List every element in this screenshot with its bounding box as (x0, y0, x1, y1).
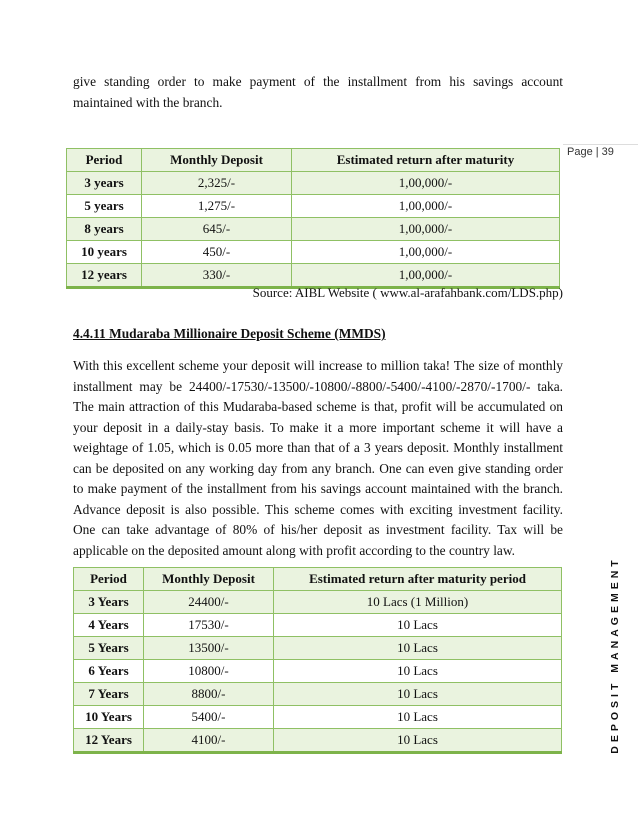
return-cell: 1,00,000/- (292, 172, 560, 195)
period-cell: 12 Years (74, 729, 144, 753)
period-cell: 10 Years (74, 706, 144, 729)
table-header-row (67, 149, 560, 172)
period-cell: 5 years (67, 195, 142, 218)
monthly-deposit-cell: 17530/- (144, 614, 274, 637)
return-cell: 1,00,000/- (292, 218, 560, 241)
monthly-deposit-cell: 1,275/- (142, 195, 292, 218)
monthly-deposit-cell: 4100/- (144, 729, 274, 753)
monthly-deposit-cell: 330/- (142, 264, 292, 288)
period-cell: 5 Years (74, 637, 144, 660)
deposit-table-1 (66, 148, 560, 289)
table-row (74, 614, 562, 637)
return-cell: 10 Lacs (274, 729, 562, 753)
return-cell: 1,00,000/- (292, 264, 560, 288)
deposit-table-2 (73, 567, 562, 754)
table-row (67, 218, 560, 241)
page-number-rule (563, 144, 638, 145)
return-cell: 10 Lacs (274, 706, 562, 729)
monthly-deposit-cell: 10800/- (144, 660, 274, 683)
table-header-cell: Monthly Deposit (142, 149, 292, 172)
period-cell: 7 Years (74, 683, 144, 706)
monthly-deposit-cell: 2,325/- (142, 172, 292, 195)
period-cell: 3 Years (74, 591, 144, 614)
section-body-paragraph: With this excellent scheme your deposit will increase to million taka! The size of monthly installment may be 24400/-17530/-13500/-10800/-8800/-5400/-4100/-2870/-1700/- taka. The main attraction of this Mudaraba-based scheme is that, profit will be accumulated on your deposit in a daily-stay basis. To make it a more important scheme it will have a weightage of 1.05, which is 0.05 more than that of a 3 years deposit. Monthly installment can be deposited on any working day from any branch. One can even give standing order to make payment of the installment from his savings account maintained with the branch. Advance deposit is also possible. This scheme comes with exciting investment facility. One can take advantage of 80% of his/her deposit as investment facility. Tax will be applicable on the deposited amount along with profit according to the country law. (73, 358, 563, 558)
table-header-cell: Estimated return after maturity period (274, 568, 562, 591)
table-row (67, 172, 560, 195)
monthly-deposit-cell: 8800/- (144, 683, 274, 706)
table-header-cell: Period (74, 568, 144, 591)
side-section-label (600, 556, 630, 754)
table-row (74, 591, 562, 614)
period-cell: 6 Years (74, 660, 144, 683)
intro-line-1: give standing order to make payment of the installment from his savings account (73, 74, 563, 89)
page-number: Page | 39 (567, 146, 614, 158)
table-row (74, 729, 562, 753)
table-row (74, 683, 562, 706)
table-row (67, 241, 560, 264)
period-cell: 4 Years (74, 614, 144, 637)
return-cell: 10 Lacs (274, 637, 562, 660)
return-cell: 10 Lacs (274, 683, 562, 706)
table-row (67, 195, 560, 218)
period-cell: 12 years (67, 264, 142, 288)
return-cell: 1,00,000/- (292, 195, 560, 218)
period-cell: 10 years (67, 241, 142, 264)
monthly-deposit-cell: 645/- (142, 218, 292, 241)
table-row (67, 264, 560, 288)
table-row (74, 706, 562, 729)
table-row (74, 660, 562, 683)
table-header-cell: Monthly Deposit (144, 568, 274, 591)
table-source-note: Source: AIBL Website ( www.al-arafahbank.com/LDS.php) (252, 285, 563, 300)
period-cell: 3 years (67, 172, 142, 195)
return-cell: 1,00,000/- (292, 241, 560, 264)
table-header-cell: Period (67, 149, 142, 172)
side-section-text: DEPOSIT MANAGEMENT (609, 556, 621, 754)
table-header-row (74, 568, 562, 591)
section-heading: 4.4.11 Mudaraba Millionaire Deposit Scheme (MMDS) (73, 326, 386, 341)
table-header-cell: Estimated return after maturity (292, 149, 560, 172)
intro-line-2: maintained with the branch. (73, 94, 223, 110)
monthly-deposit-cell: 24400/- (144, 591, 274, 614)
return-cell: 10 Lacs (1 Million) (274, 591, 562, 614)
return-cell: 10 Lacs (274, 660, 562, 683)
monthly-deposit-cell: 450/- (142, 241, 292, 264)
intro-paragraph (73, 72, 563, 113)
table-row (74, 637, 562, 660)
period-cell: 8 years (67, 218, 142, 241)
monthly-deposit-cell: 5400/- (144, 706, 274, 729)
monthly-deposit-cell: 13500/- (144, 637, 274, 660)
return-cell: 10 Lacs (274, 614, 562, 637)
